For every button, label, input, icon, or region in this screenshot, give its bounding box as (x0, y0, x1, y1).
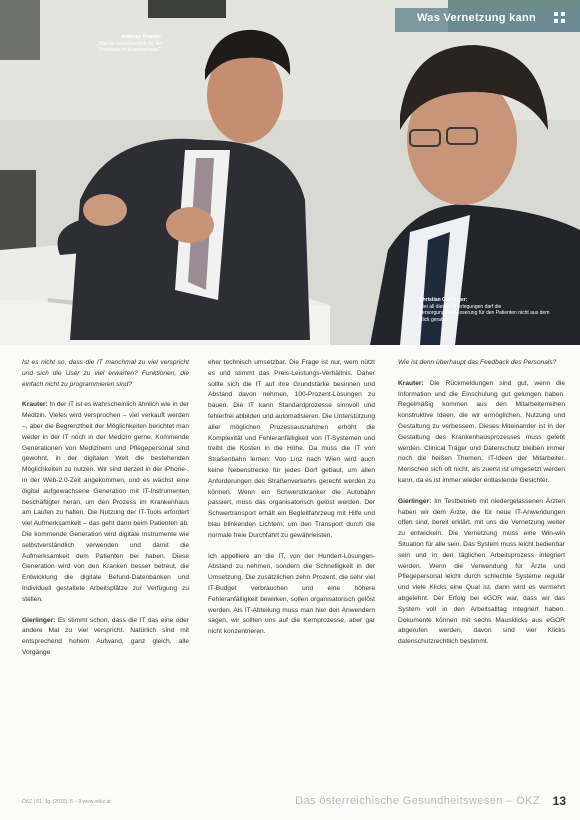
article-column-1 (22, 358, 189, 669)
footer-publication-title: Das österreichische Gesundheitswesen – ÖKZ (295, 795, 540, 807)
grid-dots-icon (554, 12, 566, 24)
answer-paragraph (22, 400, 189, 605)
caption-quote: „Wer ist verantwortlich für die Prozesse im Krankenhaus?“ (97, 40, 162, 54)
answer-text: Die Rückmeldungen sind gut, wenn die Information und die Einschulung gut gelungen haben. Regelmäßig kommen aus den Mitarbeiterreihen konstruktive Ideen, die wir ermöglichen. Nutzung und Gestaltung zu verbessern. Dieses Miteinander ist in der Gestaltung des Krankenhausprozesses muss gelebt werden. Clinical Träger und Datenschutz bleiben immer noch die heißen Themen. IT-Ideen der Mitarbeiter, Menschen sich oft nicht, als zuerst ist umgesetzt werden kann, da es ist immer wieder entlastende Gesichter. (398, 379, 565, 484)
footer-issue-info: ÖKZ | 51. Jg. (2010), 8 – 9 www.oekz.at (22, 799, 111, 805)
page-number: 13 (552, 794, 566, 808)
answer-text: In der IT ist es wahrscheinlich ähnlich wie in der Medizin. Vieles wird versprochen – viel verkauft werden –, aber die Begrenztheit der Möglichkeiten berichtet man weder in der IT noch in der Medizin gerne. Kommende Generationen von Medizinern und Pflegepersonal sind gewohnt, in der digitalen Welt die bestehenden Möglichkeiten zu nutzen. Wir sind derzeit in der iPhone-, in der Web-2.0-Zeit angekommen, und es wächst eine digital aufgewachsene Generation mit IT-Instrumenten beschäftigter heran, um den Prozess im Krankenhaus am Laufen zu halten. Die Nutzung der IT-Tools erfordert viel Aufmerksamkeit – das geht dann beim Patienten ab. Die kommende Generation wird digitale Instrumente wie selbstverständlich verwenden und damit die Aufmerksamkeit dem Patienten bei haben. Diese Generation wird von den Kranken besser betreut, die Entwicklung die digitale Befund-Datenbanken und Individuell gestaltete Arbeitsplätze zur Verfügung zu stellen. (22, 401, 190, 603)
photo-caption-right (419, 297, 559, 323)
page-footer (0, 790, 580, 820)
photo-caption-left (92, 34, 162, 54)
article-column-2 (208, 358, 375, 648)
interview-photo (0, 0, 580, 345)
caption-name: Christian Gierlinger: (419, 297, 468, 303)
speaker-name: Gierlinger: (22, 616, 56, 624)
speaker-name: Gierlinger: (398, 497, 432, 505)
body-paragraph: eher technisch umsetzbar. Die Frage ist nur, wem nützt es und stimmt das Preis-Leistungs-Verhältnis. Daher sollte sich die IT auf ihre Grundstärke besinnen und Abstand davon nehmen, 100-Prozent-Lösungen zu bauen. Die IT kann Standardprozesse sinnvoll und fehlerfrei abbilden und automatisieren. Die Unterstützung aller möglichen Prozessausnahmen erhöht die Komplexität und Fehleranfälligkeit von IT-Systemen und treibt die Kosten in die Höhe. Da muss die IT von Straßenbahn lernen: Von Linz nach Wien wird auch keine Nebenstrecke für jedes Dorf gebaut, um allen Anforderungen des Straßenverkehrs gerecht werden zu können. Wenn ein Schwerstkranker die Autobahn passiert, muss das organisatorisch gelöst werden. Der Schwertransport erhält ein Begleitfahrzeug mit Hilfe und blau blinkenden Lichtern, um den Transport durch die normale freie Durchfahrt zu gewährleisten. (208, 359, 375, 539)
answer-text: Im Testbetrieb mit niedergelassenen Ärzten haben wir dem Ärzte, die für neue IT-Anwendungen offen sind, bereit erklärt, mit uns die Vernetzung weiter zu entwickeln. Die Vernetzung muss eine Win-win Situation für alle sein. Das System muss leicht bedienbar sein und in den täglichen Arbeitsprozess integriert werden. Wenn die Verwendung für Ärzte und Pflegepersonal leicht durch schlechte Systeme regulär und viele Klicks eine Qual ist, dann wird es vermehrt abgelehnt. Der Erfolg bei eGOR war, dass wir das System voll in den Arbeitsalltag integriert haben. Dokumente können mit sechs Mausklicks aus eGOR abgerufen werden, davon sind vier Klicks datenschutzrechtlich bestimmt. (398, 497, 565, 646)
body-paragraph: Ich appelliere an die IT, von der Hundert-Lösungen-Abstand zu nehmen, sondern die Schnelligkeit in der Umsetzung. Die zusätzlichen zehn Prozent, die sehr viel IT-Budget verbrauchen und eine höhere Fehleranfälligkeit bewirken, sollen organisatorisch gelöst werden. Als IT-Abteilung muss man hier den Anwendern sagen, wir sollten uns auf die Kernprozesse, aber gar nicht konzentrieren. (208, 552, 375, 636)
article-column-3 (398, 358, 565, 658)
section-title: Was Vernetzung kann (417, 12, 536, 24)
speaker-name: Krauter: (22, 401, 48, 409)
speaker-name: Krauter: (398, 379, 424, 387)
caption-quote: „Bei all diesen Überlegungen darf die Versorgungsverbesserung für den Patienten nicht aus dem Blick geraten.“ (419, 303, 550, 323)
interview-question: Ist es nicht so, dass die IT manchmal zu viel verspricht und sich die User zu viel erwarten? Funktionen, die einfach nicht zu programmieren sind? (22, 359, 189, 388)
answer-text: Es stimmt schon, dass die IT das eine oder andere Mal zu viel verspricht. Natürlich sind mit entsprechend hohem Aufwand, ganz gleich, alle Vorgänge (22, 616, 189, 656)
interview-question: Wie ist denn überhaupt das Feedback des Personals? (398, 359, 557, 366)
answer-paragraph (22, 616, 189, 659)
article-body (14, 358, 570, 768)
answer-paragraph (398, 497, 565, 648)
answer-paragraph (398, 379, 565, 487)
caption-name: Andreas Krauter: (121, 34, 162, 40)
